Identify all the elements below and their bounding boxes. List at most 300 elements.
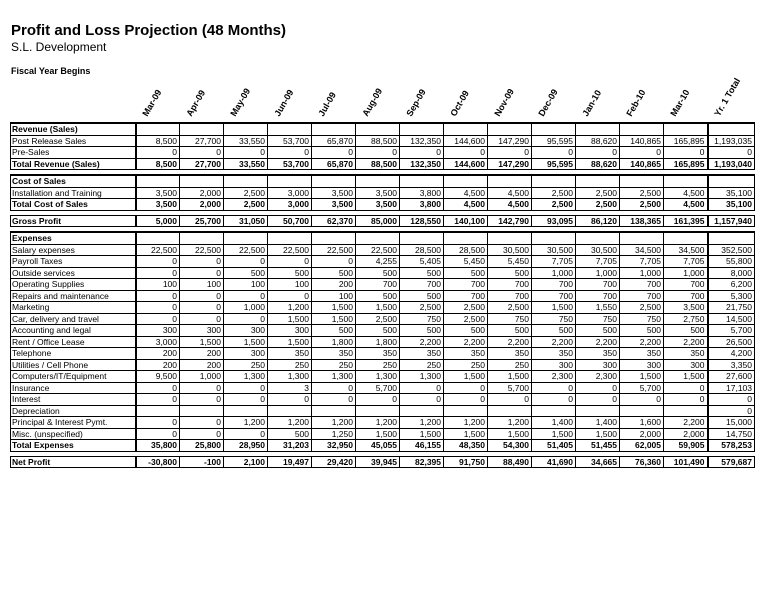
value-cell: 138,365 bbox=[620, 215, 664, 227]
table-row bbox=[11, 290, 755, 302]
value-cell: 2,200 bbox=[664, 336, 708, 348]
value-cell: 62,370 bbox=[312, 215, 356, 227]
value-cell: 100 bbox=[180, 279, 224, 291]
value-cell: 2,500 bbox=[620, 187, 664, 199]
value-cell: 0 bbox=[268, 147, 312, 159]
month-header: Apr-09 bbox=[184, 88, 208, 118]
value-cell: 750 bbox=[488, 313, 532, 325]
value-cell: 0 bbox=[356, 394, 400, 406]
value-cell bbox=[488, 405, 532, 417]
value-cell bbox=[488, 123, 532, 135]
value-cell: 27,700 bbox=[180, 135, 224, 147]
value-cell: 1,500 bbox=[664, 371, 708, 383]
row-label: Rent / Office Lease bbox=[11, 336, 136, 348]
value-cell: 33,550 bbox=[224, 158, 268, 170]
value-cell: 65,870 bbox=[312, 135, 356, 147]
table-row bbox=[11, 267, 755, 279]
value-cell: 1,157,940 bbox=[708, 215, 755, 227]
value-cell: 300 bbox=[620, 359, 664, 371]
row-label: Payroll Taxes bbox=[11, 256, 136, 268]
row-label: Salary expenses bbox=[11, 244, 136, 256]
value-cell: 3,800 bbox=[400, 187, 444, 199]
value-cell: 53,700 bbox=[268, 135, 312, 147]
value-cell: 250 bbox=[268, 359, 312, 371]
value-cell: 500 bbox=[620, 325, 664, 337]
value-cell: 100 bbox=[268, 279, 312, 291]
value-cell: 3,500 bbox=[136, 199, 180, 211]
value-cell: 0 bbox=[224, 147, 268, 159]
value-cell: 2,500 bbox=[224, 187, 268, 199]
value-cell: 25,700 bbox=[180, 215, 224, 227]
value-cell: 2,000 bbox=[664, 428, 708, 440]
value-cell: 31,050 bbox=[224, 215, 268, 227]
value-cell: 3,350 bbox=[708, 359, 755, 371]
value-cell: 3,500 bbox=[312, 199, 356, 211]
value-cell: 0 bbox=[576, 147, 620, 159]
table-row bbox=[11, 417, 755, 429]
value-cell: 27,700 bbox=[180, 158, 224, 170]
value-cell: 0 bbox=[444, 394, 488, 406]
value-cell: 165,895 bbox=[664, 135, 708, 147]
value-cell: 0 bbox=[664, 147, 708, 159]
value-cell: 8,500 bbox=[136, 135, 180, 147]
value-cell: 161,395 bbox=[664, 215, 708, 227]
value-cell: 3,500 bbox=[136, 187, 180, 199]
value-cell: 27,600 bbox=[708, 371, 755, 383]
value-cell bbox=[400, 405, 444, 417]
value-cell: 88,500 bbox=[356, 135, 400, 147]
value-cell: 4,500 bbox=[664, 199, 708, 211]
value-cell: 132,350 bbox=[400, 135, 444, 147]
value-cell bbox=[136, 175, 180, 187]
value-cell: 250 bbox=[400, 359, 444, 371]
value-cell: 200 bbox=[180, 348, 224, 360]
value-cell bbox=[664, 405, 708, 417]
value-cell bbox=[312, 175, 356, 187]
value-cell: 7,705 bbox=[664, 256, 708, 268]
value-cell: 2,500 bbox=[620, 199, 664, 211]
value-cell bbox=[444, 405, 488, 417]
value-cell: 34,500 bbox=[620, 244, 664, 256]
value-cell: 0 bbox=[532, 382, 576, 394]
row-label: Car, delivery and travel bbox=[11, 313, 136, 325]
month-header: Oct-09 bbox=[448, 88, 472, 118]
value-cell: 1,500 bbox=[224, 336, 268, 348]
month-header: Jun-09 bbox=[272, 87, 296, 118]
value-cell: 144,600 bbox=[444, 158, 488, 170]
value-cell: 1,500 bbox=[400, 428, 444, 440]
value-cell: 500 bbox=[488, 325, 532, 337]
value-cell: 1,200 bbox=[488, 417, 532, 429]
value-cell: 0 bbox=[136, 147, 180, 159]
month-header: Dec-09 bbox=[536, 87, 560, 118]
value-cell: 86,120 bbox=[576, 215, 620, 227]
value-cell: 2,200 bbox=[444, 336, 488, 348]
row-label: Outside services bbox=[11, 267, 136, 279]
row-label: Net Profit bbox=[11, 456, 136, 468]
value-cell: 4,500 bbox=[488, 187, 532, 199]
value-cell: 0 bbox=[136, 267, 180, 279]
value-cell: 0 bbox=[224, 313, 268, 325]
value-cell: 2,500 bbox=[224, 199, 268, 211]
value-cell: 0 bbox=[576, 382, 620, 394]
value-cell bbox=[312, 123, 356, 135]
value-cell: 17,103 bbox=[708, 382, 755, 394]
value-cell bbox=[356, 232, 400, 244]
value-cell: 0 bbox=[268, 290, 312, 302]
value-cell bbox=[312, 232, 356, 244]
value-cell: 1,500 bbox=[312, 302, 356, 314]
value-cell: 5,000 bbox=[136, 215, 180, 227]
value-cell: 2,500 bbox=[356, 313, 400, 325]
table-row bbox=[11, 394, 755, 406]
value-cell: 1,500 bbox=[312, 313, 356, 325]
value-cell: 22,500 bbox=[180, 244, 224, 256]
value-cell: 30,500 bbox=[488, 244, 532, 256]
value-cell: 14,500 bbox=[708, 313, 755, 325]
value-cell: 1,400 bbox=[576, 417, 620, 429]
value-cell: 300 bbox=[576, 359, 620, 371]
value-cell: 250 bbox=[444, 359, 488, 371]
value-cell: 700 bbox=[356, 279, 400, 291]
value-cell bbox=[532, 232, 576, 244]
value-cell: 500 bbox=[488, 267, 532, 279]
value-cell: 2,500 bbox=[576, 187, 620, 199]
value-cell: 142,790 bbox=[488, 215, 532, 227]
value-cell: 88,490 bbox=[488, 456, 532, 468]
value-cell: 21,750 bbox=[708, 302, 755, 314]
value-cell: 0 bbox=[532, 394, 576, 406]
value-cell: 1,500 bbox=[444, 428, 488, 440]
value-cell bbox=[576, 175, 620, 187]
value-cell: 1,250 bbox=[312, 428, 356, 440]
value-cell: 500 bbox=[400, 267, 444, 279]
value-cell: 5,450 bbox=[488, 256, 532, 268]
value-cell: 350 bbox=[268, 348, 312, 360]
table-row bbox=[11, 256, 755, 268]
value-cell: 34,500 bbox=[664, 244, 708, 256]
value-cell: 0 bbox=[268, 394, 312, 406]
value-cell: 750 bbox=[576, 313, 620, 325]
value-cell: 5,450 bbox=[444, 256, 488, 268]
value-cell bbox=[224, 123, 268, 135]
value-cell: 350 bbox=[444, 348, 488, 360]
value-cell: 579,687 bbox=[708, 456, 755, 468]
table-row bbox=[11, 359, 755, 371]
value-cell: 2,300 bbox=[576, 371, 620, 383]
value-cell: 500 bbox=[576, 325, 620, 337]
value-cell: 140,865 bbox=[620, 158, 664, 170]
value-cell: 1,193,035 bbox=[708, 135, 755, 147]
value-cell: 59,905 bbox=[664, 440, 708, 452]
value-cell: 1,200 bbox=[268, 302, 312, 314]
value-cell bbox=[532, 405, 576, 417]
value-cell: 140,865 bbox=[620, 135, 664, 147]
value-cell: 0 bbox=[180, 256, 224, 268]
value-cell: 88,620 bbox=[576, 135, 620, 147]
month-header: Nov-09 bbox=[492, 87, 517, 118]
value-cell: 500 bbox=[268, 428, 312, 440]
value-cell: 22,500 bbox=[136, 244, 180, 256]
value-cell: 100 bbox=[312, 290, 356, 302]
value-cell: 48,350 bbox=[444, 440, 488, 452]
value-cell: 200 bbox=[136, 359, 180, 371]
month-header: Jan-10 bbox=[580, 88, 604, 118]
value-cell: 4,500 bbox=[444, 199, 488, 211]
value-cell: 2,500 bbox=[576, 199, 620, 211]
table-row bbox=[11, 428, 755, 440]
value-cell: 1,500 bbox=[444, 371, 488, 383]
table-row bbox=[11, 147, 755, 159]
value-cell: 200 bbox=[180, 359, 224, 371]
value-cell: 45,055 bbox=[356, 440, 400, 452]
value-cell: 2,500 bbox=[620, 302, 664, 314]
value-cell: 1,000 bbox=[620, 267, 664, 279]
value-cell: 750 bbox=[400, 313, 444, 325]
row-label: Cost of Sales bbox=[11, 175, 136, 187]
value-cell: 350 bbox=[620, 348, 664, 360]
value-cell: 1,193,040 bbox=[708, 158, 755, 170]
row-label: Insurance bbox=[11, 382, 136, 394]
value-cell: 500 bbox=[400, 290, 444, 302]
value-cell: 0 bbox=[312, 394, 356, 406]
table-row bbox=[11, 348, 755, 360]
value-cell: 35,100 bbox=[708, 187, 755, 199]
value-cell: 500 bbox=[400, 325, 444, 337]
value-cell: 22,500 bbox=[268, 244, 312, 256]
value-cell: 41,690 bbox=[532, 456, 576, 468]
value-cell: 700 bbox=[620, 279, 664, 291]
row-label: Gross Profit bbox=[11, 215, 136, 227]
value-cell: 82,395 bbox=[400, 456, 444, 468]
table-row bbox=[11, 158, 755, 170]
value-cell bbox=[180, 175, 224, 187]
value-cell: 0 bbox=[708, 405, 755, 417]
value-cell: 2,500 bbox=[444, 302, 488, 314]
value-cell: 1,500 bbox=[488, 428, 532, 440]
value-cell: 19,497 bbox=[268, 456, 312, 468]
table-row bbox=[11, 279, 755, 291]
value-cell: 1,500 bbox=[180, 336, 224, 348]
value-cell bbox=[356, 405, 400, 417]
company-name: S.L. Development bbox=[11, 40, 107, 54]
value-cell: 578,253 bbox=[708, 440, 755, 452]
value-cell: 500 bbox=[312, 267, 356, 279]
value-cell: 2,750 bbox=[664, 313, 708, 325]
value-cell: 500 bbox=[532, 325, 576, 337]
value-cell bbox=[620, 405, 664, 417]
value-cell: -100 bbox=[180, 456, 224, 468]
value-cell: 0 bbox=[224, 256, 268, 268]
value-cell: 700 bbox=[576, 279, 620, 291]
value-cell: 1,200 bbox=[400, 417, 444, 429]
value-cell: 500 bbox=[356, 267, 400, 279]
value-cell: 31,203 bbox=[268, 440, 312, 452]
value-cell: -30,800 bbox=[136, 456, 180, 468]
row-label: Operating Supplies bbox=[11, 279, 136, 291]
month-header: Yr. 1 Total bbox=[712, 76, 743, 118]
value-cell: 0 bbox=[312, 256, 356, 268]
value-cell: 8,000 bbox=[708, 267, 755, 279]
value-cell: 0 bbox=[708, 394, 755, 406]
value-cell: 2,200 bbox=[400, 336, 444, 348]
value-cell bbox=[400, 175, 444, 187]
value-cell: 500 bbox=[444, 267, 488, 279]
value-cell: 95,595 bbox=[532, 135, 576, 147]
value-cell: 95,595 bbox=[532, 158, 576, 170]
value-cell: 88,500 bbox=[356, 158, 400, 170]
value-cell bbox=[620, 175, 664, 187]
value-cell bbox=[180, 232, 224, 244]
value-cell: 53,700 bbox=[268, 158, 312, 170]
value-cell: 0 bbox=[268, 256, 312, 268]
value-cell bbox=[576, 123, 620, 135]
value-cell: 1,200 bbox=[224, 417, 268, 429]
value-cell: 500 bbox=[312, 325, 356, 337]
value-cell: 144,600 bbox=[444, 135, 488, 147]
value-cell: 6,200 bbox=[708, 279, 755, 291]
value-cell: 2,200 bbox=[532, 336, 576, 348]
row-label: Post Release Sales bbox=[11, 135, 136, 147]
value-cell: 700 bbox=[620, 290, 664, 302]
value-cell: 5,700 bbox=[620, 382, 664, 394]
value-cell: 5,700 bbox=[488, 382, 532, 394]
value-cell: 300 bbox=[224, 348, 268, 360]
value-cell bbox=[664, 175, 708, 187]
table-row bbox=[11, 199, 755, 211]
value-cell bbox=[180, 405, 224, 417]
value-cell: 0 bbox=[664, 394, 708, 406]
value-cell: 9,500 bbox=[136, 371, 180, 383]
value-cell: 500 bbox=[356, 290, 400, 302]
row-label: Interest bbox=[11, 394, 136, 406]
value-cell: 350 bbox=[576, 348, 620, 360]
value-cell: 1,600 bbox=[620, 417, 664, 429]
row-label: Pre-Sales bbox=[11, 147, 136, 159]
value-cell bbox=[400, 232, 444, 244]
value-cell: 22,500 bbox=[312, 244, 356, 256]
value-cell bbox=[356, 123, 400, 135]
value-cell: 0 bbox=[488, 147, 532, 159]
value-cell: 1,000 bbox=[224, 302, 268, 314]
value-cell: 700 bbox=[532, 279, 576, 291]
value-cell: 0 bbox=[136, 290, 180, 302]
value-cell: 1,500 bbox=[620, 371, 664, 383]
value-cell: 1,200 bbox=[444, 417, 488, 429]
value-cell: 0 bbox=[664, 382, 708, 394]
value-cell: 0 bbox=[400, 394, 444, 406]
value-cell: 750 bbox=[620, 313, 664, 325]
value-cell: 32,950 bbox=[312, 440, 356, 452]
value-cell: 100 bbox=[136, 279, 180, 291]
value-cell: 1,500 bbox=[532, 428, 576, 440]
row-label: Utilities / Cell Phone bbox=[11, 359, 136, 371]
row-label: Total Expenses bbox=[11, 440, 136, 452]
value-cell: 4,500 bbox=[664, 187, 708, 199]
value-cell: 46,155 bbox=[400, 440, 444, 452]
table-row bbox=[11, 456, 755, 468]
value-cell: 1,300 bbox=[400, 371, 444, 383]
value-cell: 147,290 bbox=[488, 135, 532, 147]
value-cell: 200 bbox=[136, 348, 180, 360]
value-cell: 2,500 bbox=[532, 199, 576, 211]
value-cell bbox=[400, 123, 444, 135]
month-header: May-09 bbox=[228, 86, 253, 118]
month-header: Mar-09 bbox=[140, 87, 164, 118]
value-cell: 750 bbox=[532, 313, 576, 325]
value-cell bbox=[664, 232, 708, 244]
value-cell: 4,500 bbox=[488, 199, 532, 211]
value-cell: 33,550 bbox=[224, 135, 268, 147]
value-cell: 1,300 bbox=[224, 371, 268, 383]
value-cell: 0 bbox=[708, 147, 755, 159]
value-cell: 132,350 bbox=[400, 158, 444, 170]
value-cell: 250 bbox=[224, 359, 268, 371]
value-cell: 2,200 bbox=[664, 417, 708, 429]
value-cell bbox=[312, 405, 356, 417]
value-cell: 22,500 bbox=[356, 244, 400, 256]
table-row bbox=[11, 123, 755, 135]
value-cell: 0 bbox=[136, 313, 180, 325]
value-cell bbox=[268, 405, 312, 417]
pnl-table bbox=[10, 122, 755, 468]
value-cell: 500 bbox=[664, 325, 708, 337]
value-cell: 0 bbox=[444, 147, 488, 159]
table-row bbox=[11, 232, 755, 244]
table-row bbox=[11, 187, 755, 199]
value-cell: 0 bbox=[136, 417, 180, 429]
row-label: Marketing bbox=[11, 302, 136, 314]
value-cell: 62,005 bbox=[620, 440, 664, 452]
value-cell: 1,500 bbox=[268, 336, 312, 348]
month-header-row bbox=[10, 78, 755, 122]
value-cell bbox=[444, 175, 488, 187]
row-label: Revenue (Sales) bbox=[11, 123, 136, 135]
value-cell: 28,500 bbox=[444, 244, 488, 256]
value-cell: 250 bbox=[312, 359, 356, 371]
value-cell: 5,300 bbox=[708, 290, 755, 302]
value-cell: 2,200 bbox=[576, 336, 620, 348]
value-cell: 39,945 bbox=[356, 456, 400, 468]
value-cell bbox=[620, 232, 664, 244]
value-cell bbox=[224, 175, 268, 187]
value-cell bbox=[224, 232, 268, 244]
value-cell: 0 bbox=[576, 394, 620, 406]
value-cell: 4,255 bbox=[356, 256, 400, 268]
value-cell: 0 bbox=[356, 147, 400, 159]
value-cell: 101,490 bbox=[664, 456, 708, 468]
row-label: Misc. (unspecified) bbox=[11, 428, 136, 440]
value-cell: 0 bbox=[180, 382, 224, 394]
value-cell bbox=[136, 123, 180, 135]
table-row bbox=[11, 405, 755, 417]
value-cell: 2,500 bbox=[400, 302, 444, 314]
value-cell: 147,290 bbox=[488, 158, 532, 170]
value-cell: 700 bbox=[576, 290, 620, 302]
value-cell: 700 bbox=[488, 279, 532, 291]
value-cell bbox=[620, 123, 664, 135]
month-header: Aug-09 bbox=[360, 86, 385, 118]
value-cell: 250 bbox=[488, 359, 532, 371]
value-cell bbox=[444, 123, 488, 135]
table-row bbox=[11, 336, 755, 348]
row-label: Accounting and legal bbox=[11, 325, 136, 337]
value-cell bbox=[180, 123, 224, 135]
value-cell: 0 bbox=[136, 382, 180, 394]
value-cell: 700 bbox=[444, 290, 488, 302]
value-cell bbox=[576, 232, 620, 244]
value-cell: 350 bbox=[532, 348, 576, 360]
